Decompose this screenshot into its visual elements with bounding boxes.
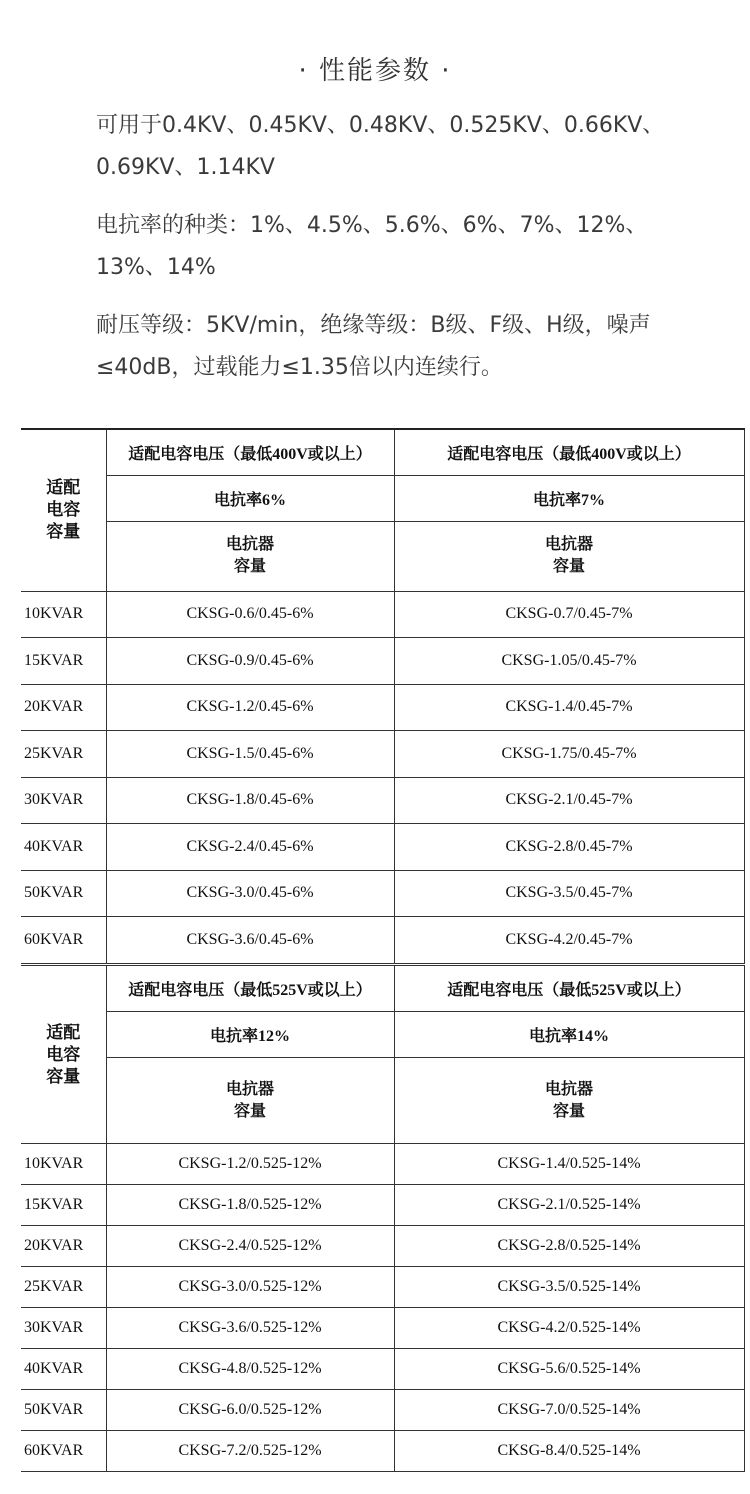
capacity-cell: 10KVAR bbox=[21, 591, 106, 638]
reactor-model-cell: CKSG-3.0/0.45-6% bbox=[106, 870, 394, 917]
reactor-label-line: 容量 bbox=[552, 1102, 585, 1120]
capacity-label-line: 容量 bbox=[46, 522, 81, 542]
reactor-model-cell: CKSG-2.8/0.45-7% bbox=[394, 824, 744, 871]
reactor-model-cell: CKSG-0.9/0.45-6% bbox=[106, 638, 394, 685]
spec-table-400v bbox=[21, 428, 745, 964]
table-row bbox=[21, 591, 744, 638]
reactor-model-cell: CKSG-1.5/0.45-6% bbox=[106, 731, 394, 778]
capacity-cell: 10KVAR bbox=[21, 1144, 106, 1185]
capacity-label-line: 适配 bbox=[46, 1022, 81, 1042]
table-row bbox=[21, 1390, 744, 1431]
table-row bbox=[21, 824, 744, 871]
reactor-capacity-header bbox=[106, 1058, 394, 1144]
reactor-model-cell: CKSG-2.1/0.45-7% bbox=[394, 777, 744, 824]
reactor-model-cell: CKSG-8.4/0.525-14% bbox=[394, 1431, 744, 1472]
capacity-label-line: 容量 bbox=[46, 1066, 81, 1086]
table-row bbox=[21, 1267, 744, 1308]
capacity-label-line: 电容 bbox=[46, 500, 81, 520]
voltage-header: 适配电容电压（最低400V或以上） bbox=[394, 429, 744, 475]
reactance-ratio-header: 电抗率12% bbox=[106, 1012, 394, 1058]
reactor-model-cell: CKSG-1.2/0.525-12% bbox=[106, 1144, 394, 1185]
capacity-header bbox=[21, 429, 106, 591]
capacity-cell: 25KVAR bbox=[21, 731, 106, 778]
table-row bbox=[21, 917, 744, 964]
capacity-cell: 60KVAR bbox=[21, 1431, 106, 1472]
capacity-cell: 15KVAR bbox=[21, 638, 106, 685]
reactor-model-cell: CKSG-4.2/0.525-14% bbox=[394, 1308, 744, 1349]
table-row bbox=[21, 1431, 744, 1472]
reactor-model-cell: CKSG-1.75/0.45-7% bbox=[394, 731, 744, 778]
voltage-paragraph: 可用于0.4KV、0.45KV、0.48KV、0.525KV、0.66KV、0.69KV、1.14KV bbox=[96, 113, 665, 180]
capacity-cell: 40KVAR bbox=[21, 824, 106, 871]
reactor-model-cell: CKSG-1.4/0.45-7% bbox=[394, 684, 744, 731]
voltage-header: 适配电容电压（最低400V或以上） bbox=[106, 429, 394, 475]
table-row bbox=[21, 731, 744, 778]
insulation-paragraph: 耐压等级：5KV/min，绝缘等级：B级、F级、H级，噪声≤40dB，过载能力≤1.35倍以内连续行。 bbox=[96, 313, 651, 380]
reactance-ratio-header: 电抗率14% bbox=[394, 1012, 744, 1058]
section-title: · 性能参数 · bbox=[298, 56, 452, 86]
reactor-model-cell: CKSG-5.6/0.525-14% bbox=[394, 1349, 744, 1390]
reactor-label-line: 电抗器 bbox=[544, 536, 593, 553]
table-row bbox=[21, 777, 744, 824]
spec-table-525v bbox=[21, 965, 745, 1472]
reactor-model-cell: CKSG-0.7/0.45-7% bbox=[394, 591, 744, 638]
reactor-model-cell: CKSG-0.6/0.45-6% bbox=[106, 591, 394, 638]
capacity-label-line: 适配 bbox=[46, 478, 81, 498]
reactor-model-cell: CKSG-3.5/0.45-7% bbox=[394, 870, 744, 917]
reactance-ratio-header: 电抗率6% bbox=[106, 475, 394, 521]
table-row bbox=[21, 684, 744, 731]
reactance-ratio-header: 电抗率7% bbox=[394, 475, 744, 521]
reactor-capacity-header bbox=[394, 1058, 744, 1144]
reactor-capacity-header bbox=[394, 521, 744, 591]
reactor-model-cell: CKSG-7.2/0.525-12% bbox=[106, 1431, 394, 1472]
reactor-label-line: 容量 bbox=[552, 558, 585, 575]
reactor-model-cell: CKSG-3.5/0.525-14% bbox=[394, 1267, 744, 1308]
reactor-label-line: 电抗器 bbox=[225, 536, 274, 553]
capacity-cell: 15KVAR bbox=[21, 1185, 106, 1226]
reactor-model-cell: CKSG-1.8/0.45-6% bbox=[106, 777, 394, 824]
capacity-cell: 40KVAR bbox=[21, 1349, 106, 1390]
capacity-header bbox=[21, 966, 106, 1144]
reactor-model-cell: CKSG-2.8/0.525-14% bbox=[394, 1226, 744, 1267]
reactor-model-cell: CKSG-1.2/0.45-6% bbox=[106, 684, 394, 731]
table-row bbox=[21, 1226, 744, 1267]
capacity-cell: 20KVAR bbox=[21, 684, 106, 731]
reactor-model-cell: CKSG-4.8/0.525-12% bbox=[106, 1349, 394, 1390]
table-row bbox=[21, 1144, 744, 1185]
reactor-model-cell: CKSG-2.1/0.525-14% bbox=[394, 1185, 744, 1226]
capacity-cell: 25KVAR bbox=[21, 1267, 106, 1308]
reactor-label-line: 容量 bbox=[233, 1102, 266, 1120]
reactor-label-line: 电抗器 bbox=[544, 1080, 593, 1098]
capacity-cell: 20KVAR bbox=[21, 1226, 106, 1267]
capacity-cell: 30KVAR bbox=[21, 777, 106, 824]
voltage-header: 适配电容电压（最低525V或以上） bbox=[394, 966, 744, 1012]
capacity-label-line: 电容 bbox=[46, 1044, 81, 1064]
table-row bbox=[21, 870, 744, 917]
reactor-model-cell: CKSG-3.0/0.525-12% bbox=[106, 1267, 394, 1308]
capacity-cell: 50KVAR bbox=[21, 870, 106, 917]
reactor-model-cell: CKSG-3.6/0.525-12% bbox=[106, 1308, 394, 1349]
reactor-capacity-header bbox=[106, 521, 394, 591]
reactance-paragraph: 电抗率的种类：1%、4.5%、5.6%、6%、7%、12%、13%、14% bbox=[96, 213, 648, 280]
capacity-cell: 50KVAR bbox=[21, 1390, 106, 1431]
reactor-model-cell: CKSG-1.05/0.45-7% bbox=[394, 638, 744, 685]
capacity-cell: 60KVAR bbox=[21, 917, 106, 964]
reactor-model-cell: CKSG-6.0/0.525-12% bbox=[106, 1390, 394, 1431]
reactor-label-line: 容量 bbox=[233, 558, 266, 575]
reactor-model-cell: CKSG-1.8/0.525-12% bbox=[106, 1185, 394, 1226]
reactor-label-line: 电抗器 bbox=[225, 1080, 274, 1098]
table-row bbox=[21, 638, 744, 685]
reactor-model-cell: CKSG-7.0/0.525-14% bbox=[394, 1390, 744, 1431]
table-row bbox=[21, 1185, 744, 1226]
capacity-cell: 30KVAR bbox=[21, 1308, 106, 1349]
reactor-model-cell: CKSG-4.2/0.45-7% bbox=[394, 917, 744, 964]
reactor-model-cell: CKSG-3.6/0.45-6% bbox=[106, 917, 394, 964]
table-row bbox=[21, 1349, 744, 1390]
voltage-header: 适配电容电压（最低525V或以上） bbox=[106, 966, 394, 1012]
reactor-model-cell: CKSG-2.4/0.525-12% bbox=[106, 1226, 394, 1267]
reactor-model-cell: CKSG-2.4/0.45-6% bbox=[106, 824, 394, 871]
reactor-model-cell: CKSG-1.4/0.525-14% bbox=[394, 1144, 744, 1185]
table-row bbox=[21, 1308, 744, 1349]
